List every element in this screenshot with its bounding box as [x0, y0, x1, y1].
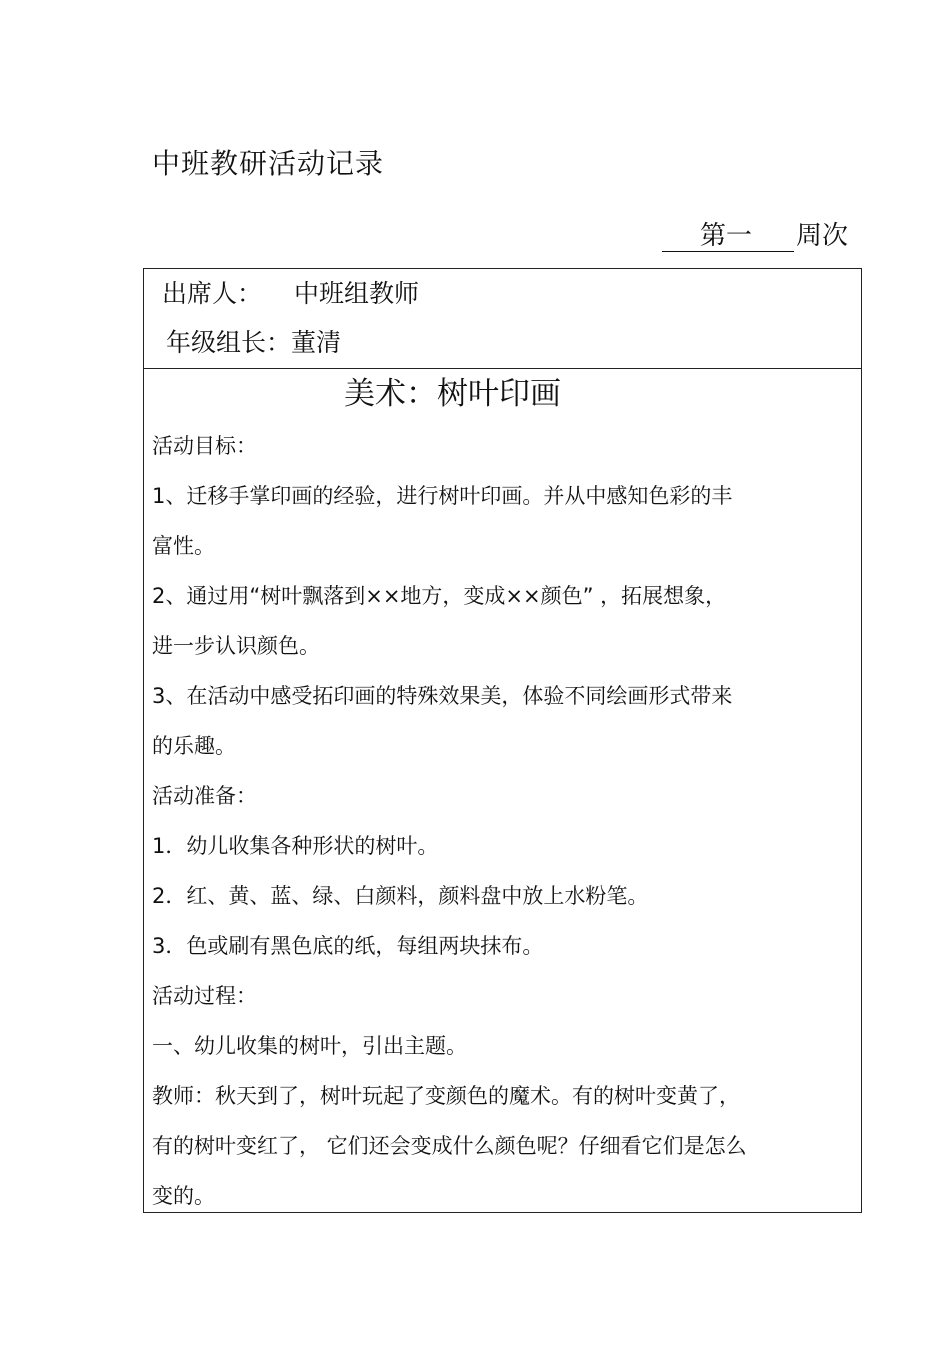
text-line: 活动准备：: [152, 784, 257, 808]
text-line: 变的。: [152, 1184, 215, 1208]
text-line: 2．红、黄、蓝、绿、白颜料，颜料盘中放上水粉笔。: [152, 884, 649, 908]
text-line: 教师：秋天到了，树叶玩起了变颜色的魔术。有的树叶变黄了，: [152, 1084, 740, 1108]
text-line: 3、在活动中感受拓印画的特殊效果美，体验不同绘画形式带来: [152, 684, 733, 708]
text-line: 活动过程：: [152, 984, 257, 1008]
week-indicator: [662, 218, 848, 254]
text-line: 活动目标：: [152, 434, 257, 458]
week-suffix: 周次: [796, 221, 849, 251]
text-line: 1、迁移手掌印画的经验，进行树叶印画。并从中感知色彩的丰: [152, 484, 733, 508]
attendees-value: 中班组教师: [294, 279, 420, 308]
text-line: 2、通过用“树叶飘落到××地方，变成××颜色” ，拓展想象，: [152, 584, 727, 608]
record-table: [143, 268, 862, 1213]
leader-row: [166, 326, 341, 360]
week-value: 第一: [662, 221, 794, 252]
activity-title: 美术：树叶印画: [344, 376, 561, 412]
header-cell: [144, 269, 861, 369]
text-line: 一、幼儿收集的树叶，引出主题。: [152, 1034, 467, 1058]
page-title: 中班教研活动记录: [152, 147, 385, 180]
text-line: 的乐趣。: [152, 734, 236, 758]
text-line: 3．色或刷有黑色底的纸，每组两块抹布。: [152, 934, 544, 958]
text-line: 1．幼儿收集各种形状的树叶。: [152, 834, 439, 858]
text-line: 富性。: [152, 534, 215, 558]
attendees-row: [162, 277, 419, 311]
text-line: 进一步认识颜色。: [152, 634, 320, 658]
leader-value: 董清: [291, 328, 342, 357]
text-line: 有的树叶变红了， 它们还会变成什么颜色呢？仔细看它们是怎么: [152, 1134, 747, 1158]
leader-label: 年级组长：: [166, 328, 292, 357]
attendees-label: 出席人：: [162, 279, 263, 308]
